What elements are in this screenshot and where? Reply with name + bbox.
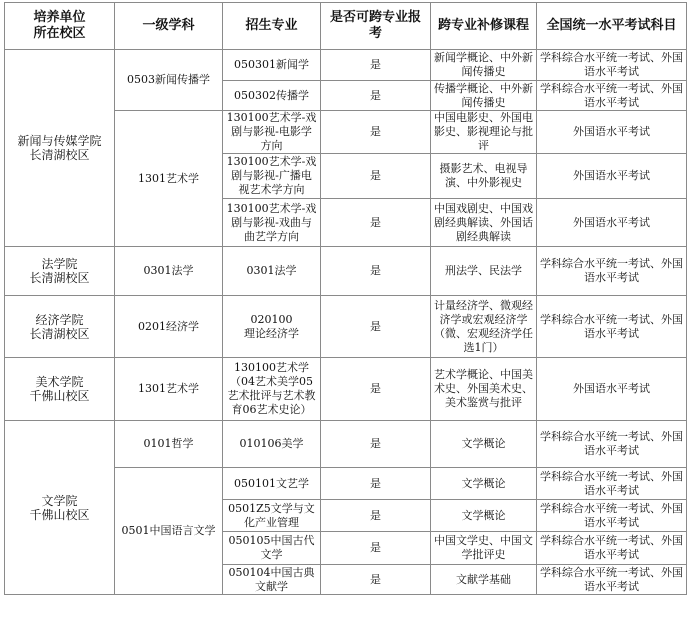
major-cell: 130100艺术学-戏剧与影视-电影学方向 [223, 111, 321, 154]
header-row [5, 3, 687, 50]
discipline-cell: 0101哲学 [115, 421, 223, 468]
discipline-cell: 0301法学 [115, 247, 223, 296]
discipline-cell: 0201经济学 [115, 296, 223, 358]
unit-cell: 新闻与传媒学院 长清湖校区 [5, 50, 115, 247]
course-cell: 文学概论 [431, 500, 537, 532]
course-cell: 计量经济学、微观经济学或宏观经济学（微、宏观经济学任选1门） [431, 296, 537, 358]
cross-cell: 是 [321, 468, 431, 500]
exam-cell: 学科综合水平统一考试、外国语水平考试 [537, 468, 687, 500]
course-cell: 中国文学史、中国文学批评史 [431, 532, 537, 565]
table-row [5, 247, 687, 296]
course-cell: 刑法学、民法学 [431, 247, 537, 296]
exam-cell: 外国语水平考试 [537, 154, 687, 199]
header-exam: 全国统一水平考试科目 [537, 3, 687, 50]
exam-cell: 学科综合水平统一考试、外国语水平考试 [537, 81, 687, 111]
exam-cell: 学科综合水平统一考试、外国语水平考试 [537, 565, 687, 595]
major-cell: 130100艺术学-戏剧与影视-戏曲与曲艺学方向 [223, 199, 321, 247]
exam-cell: 外国语水平考试 [537, 111, 687, 154]
course-cell: 摄影艺术、电视导演、中外影视史 [431, 154, 537, 199]
course-cell: 文学概论 [431, 468, 537, 500]
cross-cell: 是 [321, 199, 431, 247]
major-cell: 0501Z5文学与文化产业管理 [223, 500, 321, 532]
cross-cell: 是 [321, 565, 431, 595]
header-cross: 是否可跨专业报考 [321, 3, 431, 50]
major-cell: 130100艺术学-戏剧与影视-广播电视艺术学方向 [223, 154, 321, 199]
header-unit: 培养单位 所在校区 [5, 3, 115, 50]
major-cell: 010106美学 [223, 421, 321, 468]
header-discipline: 一级学科 [115, 3, 223, 50]
unit-cell: 美术学院 千佛山校区 [5, 358, 115, 421]
unit-cell: 法学院 长清湖校区 [5, 247, 115, 296]
major-cell: 050104中国古典文献学 [223, 565, 321, 595]
course-cell: 新闻学概论、中外新闻传播史 [431, 50, 537, 81]
course-cell: 文献学基础 [431, 565, 537, 595]
cross-cell: 是 [321, 421, 431, 468]
exam-cell: 学科综合水平统一考试、外国语水平考试 [537, 50, 687, 81]
cross-cell: 是 [321, 81, 431, 111]
course-cell: 传播学概论、中外新闻传播史 [431, 81, 537, 111]
major-cell: 020100 理论经济学 [223, 296, 321, 358]
table-row [5, 296, 687, 358]
cross-cell: 是 [321, 532, 431, 565]
exam-cell: 学科综合水平统一考试、外国语水平考试 [537, 247, 687, 296]
course-cell: 文学概论 [431, 421, 537, 468]
exam-cell: 学科综合水平统一考试、外国语水平考试 [537, 296, 687, 358]
discipline-cell: 0503新闻传播学 [115, 50, 223, 111]
major-cell: 0301法学 [223, 247, 321, 296]
course-cell: 中国戏剧史、中国戏剧经典解读、外国话剧经典解读 [431, 199, 537, 247]
discipline-cell: 1301艺术学 [115, 358, 223, 421]
cross-cell: 是 [321, 111, 431, 154]
major-cell: 050101文艺学 [223, 468, 321, 500]
exam-cell: 学科综合水平统一考试、外国语水平考试 [537, 532, 687, 565]
table-row [5, 421, 687, 468]
unit-cell: 文学院 千佛山校区 [5, 421, 115, 595]
exam-cell: 学科综合水平统一考试、外国语水平考试 [537, 421, 687, 468]
exam-cell: 外国语水平考试 [537, 199, 687, 247]
table-body [5, 50, 687, 595]
course-cell: 中国电影史、外国电影史、影视理论与批评 [431, 111, 537, 154]
course-cell: 艺术学概论、中国美术史、外国美术史、美术鉴赏与批评 [431, 358, 537, 421]
discipline-cell: 0501中国语言文学 [115, 468, 223, 595]
unit-cell: 经济学院 长清湖校区 [5, 296, 115, 358]
header-major: 招生专业 [223, 3, 321, 50]
table-row [5, 358, 687, 421]
header-course: 跨专业补修课程 [431, 3, 537, 50]
exam-cell: 学科综合水平统一考试、外国语水平考试 [537, 500, 687, 532]
major-cell: 050302传播学 [223, 81, 321, 111]
cross-cell: 是 [321, 296, 431, 358]
major-cell: 130100艺术学（04艺术美学05艺术批评与艺术教育06艺术史论） [223, 358, 321, 421]
cross-cell: 是 [321, 358, 431, 421]
cross-cell: 是 [321, 247, 431, 296]
cross-cell: 是 [321, 50, 431, 81]
cross-cell: 是 [321, 500, 431, 532]
exam-cell: 外国语水平考试 [537, 358, 687, 421]
admission-table [4, 2, 687, 595]
major-cell: 050105中国古代文学 [223, 532, 321, 565]
cross-cell: 是 [321, 154, 431, 199]
major-cell: 050301新闻学 [223, 50, 321, 81]
discipline-cell: 1301艺术学 [115, 111, 223, 247]
table-row [5, 50, 687, 81]
